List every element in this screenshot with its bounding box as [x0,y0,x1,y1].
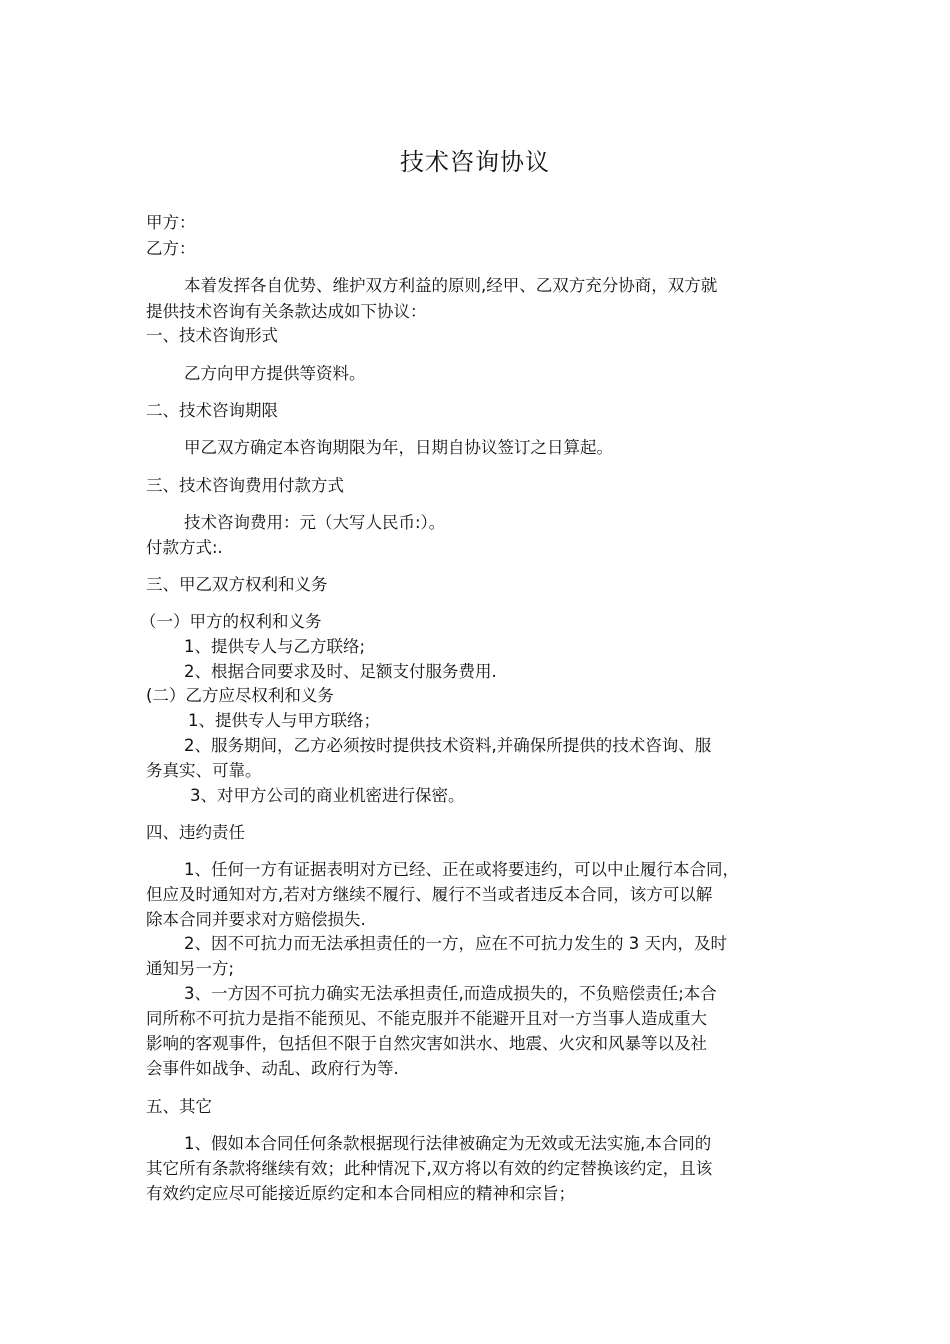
section-5-item-1-line-3: 有效约定应尽可能接近原约定和本合同相应的精神和宗旨； [146,1184,575,1203]
section-5-heading: 五、其它 [146,1097,212,1116]
party-b-duty-1: 1、提供专人与甲方联络； [188,711,380,730]
section-3-payment: 付款方式:. [146,538,223,557]
section-2-body: 甲乙双方确定本咨询期限为年，日期自协议签订之日算起。 [184,438,613,457]
party-b-duty-2-line-2: 务真实、可靠。 [146,761,262,780]
section-2-heading: 二、技术咨询期限 [146,401,278,420]
section-5-item-1-line-2: 其它所有条款将继续有效；此种情况下,双方将以有效的约定替换该约定，且该 [146,1159,713,1178]
section-3-fee: 技术咨询费用：元（大写人民币:）。 [184,513,446,532]
party-a-label: 甲方： [146,213,196,232]
party-b-duty-2-line-1: 2、服务期间，乙方必须按时提供技术资料,并确保所提供的技术咨询、服 [184,736,712,755]
section-4-item-1-line-2: 但应及时通知对方,若对方继续不履行、履行不当或者违反本合同，该方可以解 [146,885,713,904]
party-b-duty-3: 3、对甲方公司的商业机密进行保密。 [190,786,465,805]
party-b-label: 乙方： [146,239,196,258]
party-a-duty-2: 2、根据合同要求及时、足额支付服务费用. [184,662,497,681]
section-4-item-3-line-3: 影响的客观事件，包括但不限于自然灾害如洪水、地震、火灾和风暴等以及社 [146,1034,707,1053]
section-4-item-2-line-2: 通知另一方; [146,959,235,978]
section-1-heading: 一、技术咨询形式 [146,326,278,345]
party-b-duties-heading: (二）乙方应尽权利和义务 [146,686,334,705]
section-3b-heading: 三、甲乙双方权利和义务 [146,575,328,594]
section-4-item-2-line-1: 2、因不可抗力而无法承担责任的一方，应在不可抗力发生的 3 天内，及时 [184,934,727,953]
section-4-heading: 四、违约责任 [146,823,245,842]
intro-line-2: 提供技术咨询有关条款达成如下协议： [146,302,427,321]
section-3-heading: 三、技术咨询费用付款方式 [146,476,344,495]
party-a-duties-heading: （一）甲方的权利和义务 [140,612,322,631]
party-a-duty-1: 1、提供专人与乙方联络; [184,637,366,656]
section-4-item-3-line-2: 同所称不可抗力是指不能预见、不能克服并不能避开且对一方当事人造成重大 [146,1009,707,1028]
section-4-item-3-line-4: 会事件如战争、动乱、政府行为等. [146,1059,399,1078]
section-4-item-3-line-1: 3、一方因不可抗力确实无法承担责任,而造成损失的，不负赔偿责任;本合 [184,984,717,1003]
section-1-body: 乙方向甲方提供等资料。 [184,364,366,383]
intro-line-1: 本着发挥各自优势、维护双方利益的原则,经甲、乙双方充分协商，双方就 [184,276,718,295]
section-5-item-1-line-1: 1、假如本合同任何条款根据现行法律被确定为无效或无法实施,本合同的 [184,1134,712,1153]
document-title: 技术咨询协议 [400,148,550,176]
section-4-item-1-line-1: 1、任何一方有证据表明对方已经、正在或将要违约，可以中止履行本合同， [184,860,739,879]
section-4-item-1-line-3: 除本合同并要求对方赔偿损失. [146,910,366,929]
